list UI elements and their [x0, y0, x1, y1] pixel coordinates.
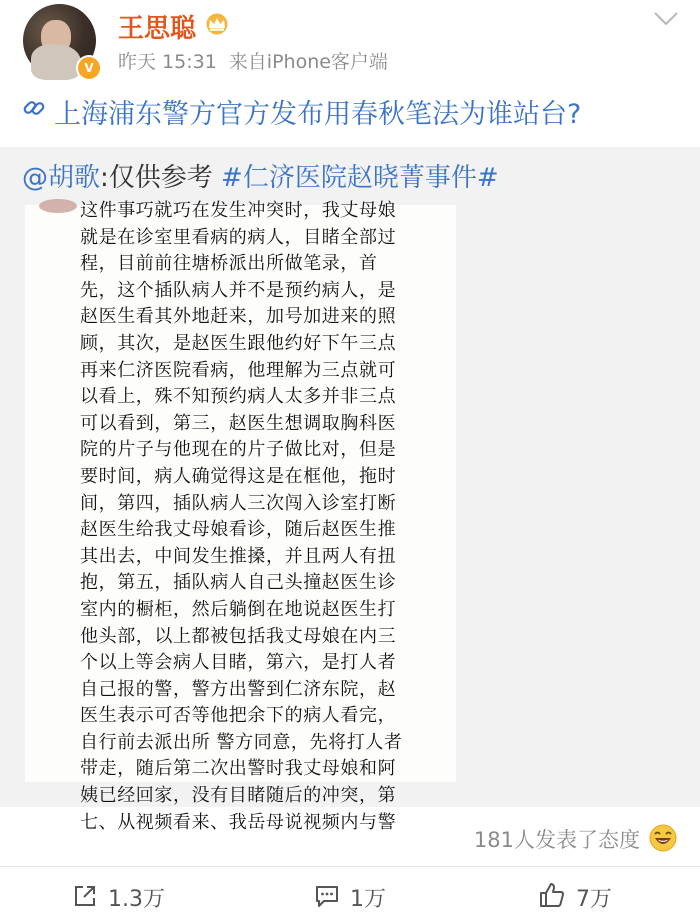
document-line: 就是在诊室里看病的病人，目睹全部过 — [80, 226, 397, 248]
document-line: 个以上等会病人目睹，第六，是打人者 — [80, 652, 397, 674]
document-line: 其出去，中间发生推搡，并且两人有扭 — [80, 545, 397, 567]
link-icon — [22, 96, 46, 120]
document-line: 抱，第五，插队病人自己头撞赵医生诊 — [80, 572, 397, 594]
thumbs-up-icon — [538, 881, 566, 909]
post-header — [0, 0, 700, 82]
document-line: 以看上，殊不知预约病人太多并非三点 — [80, 386, 397, 408]
document-line: 他头部，以上都被包括我丈母娘在内三 — [80, 625, 397, 647]
avatar-pet — [31, 44, 81, 80]
share-icon — [72, 883, 98, 909]
retweet-text — [22, 157, 499, 194]
document-line: 自行前去派出所 警方同意，先将打人者 — [80, 731, 403, 753]
action-bar — [0, 867, 700, 923]
share-count: 1.3万 — [108, 887, 165, 912]
comment-count: 1万 — [350, 887, 386, 912]
document-line: 姨已经回家，没有目睹随后的冲突，第 — [80, 785, 397, 807]
document-corner-mark — [39, 199, 77, 213]
document-image[interactable] — [25, 200, 456, 833]
document-line: 院的片子与他现在的片子做比对，但是 — [80, 439, 397, 461]
document-line: 要时间，病人确觉得这是在框他，拖时 — [80, 465, 397, 487]
laughing-emoji-icon — [649, 824, 677, 852]
like-count: 7万 — [576, 887, 612, 912]
comment-button[interactable] — [314, 881, 414, 911]
document-line: 再来仁济医院看病，他理解为三点就可 — [80, 359, 397, 381]
document-line: 七、从视频看来、我岳母说视频内与警 — [80, 811, 397, 833]
post-meta — [118, 47, 400, 74]
document-line: 间，第四，插队病人三次闯入诊室打断 — [80, 492, 397, 514]
document-line: 自己报的警，警方出警到仁济东院，赵 — [80, 678, 397, 700]
retweet-comment: :仅供参考 — [100, 163, 222, 193]
retweet-card[interactable] — [0, 147, 700, 833]
document-line: 赵医生看其外地赶来，加号加进来的照 — [80, 306, 397, 328]
document-line: 可以看到，第三，赵医生想调取胸科医 — [80, 412, 397, 434]
document-line: 带走，随后第二次出警时我丈母娘和阿 — [80, 758, 397, 780]
document-line: 这件事巧就巧在发生冲突时，我丈母娘 — [80, 200, 397, 221]
like-button[interactable] — [538, 881, 638, 911]
document-line: 先，这个插队病人并不是预约病人，是 — [80, 279, 397, 301]
document-line: 程，目前前往塘桥派出所做笔录，首 — [80, 253, 378, 275]
mention-link[interactable]: @胡歌 — [22, 163, 101, 193]
reaction-summary[interactable] — [0, 820, 700, 856]
verified-badge-icon: V — [76, 55, 102, 81]
comment-icon — [314, 883, 340, 909]
post-time: 昨天 15:31 — [118, 51, 217, 73]
crown-icon — [204, 13, 230, 35]
post-title-row[interactable] — [22, 92, 682, 130]
document-line: 室内的橱柜，然后躺倒在地说赵医生打 — [80, 598, 397, 620]
document-line: 赵医生给我丈母娘看诊，随后赵医生推 — [80, 519, 397, 541]
share-button[interactable] — [72, 881, 192, 911]
hashtag-link[interactable]: #仁济医院赵晓菁事件# — [221, 163, 499, 193]
document-text — [80, 198, 403, 836]
chevron-down-icon[interactable] — [652, 10, 680, 28]
document-line: 顾，其次，是赵医生跟他约好下午三点 — [80, 332, 397, 354]
document-line: 医生表示可否等他把余下的病人看完， — [80, 705, 397, 727]
reaction-count: 181人发表了态度 — [473, 828, 640, 852]
post-title-link[interactable]: 上海浦东警方官方发布用春秋笔法为谁站台? — [54, 99, 582, 130]
post-source[interactable]: 来自iPhone客户端 — [228, 51, 388, 73]
username[interactable]: 王思聪 — [118, 14, 197, 44]
